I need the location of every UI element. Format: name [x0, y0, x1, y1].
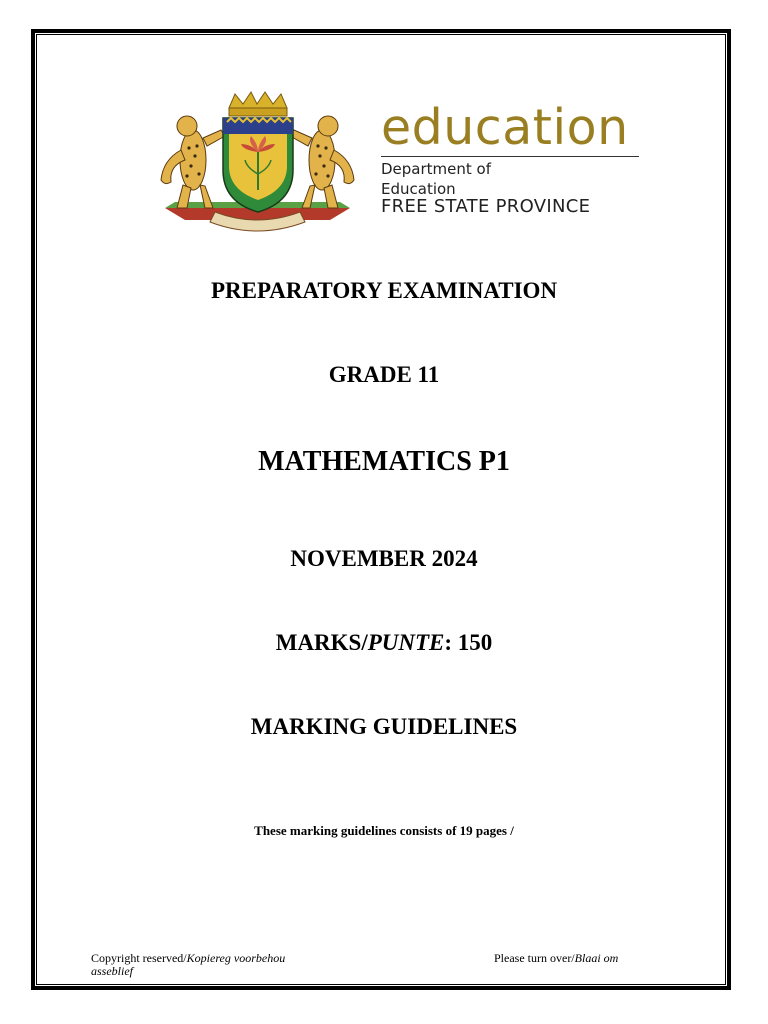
department-logo: [155, 90, 645, 240]
subject-title: MATHEMATICS P1: [258, 446, 510, 477]
logo-text: [381, 99, 645, 217]
exam-date: NOVEMBER 2024: [290, 546, 478, 571]
turn-over-text-italic: Blaai om: [574, 951, 619, 965]
footer-turn-over: [494, 952, 694, 965]
page-count-note: These marking guidelines consists of 19 pages /: [254, 823, 514, 838]
marks-label-italic: PUNTE: [367, 630, 445, 655]
logo-department-line2: Education: [381, 180, 456, 198]
copyright-text: Copyright reserved/: [91, 951, 187, 965]
grade-title: GRADE 11: [328, 362, 440, 387]
logo-province: FREE STATE PROVINCE: [381, 196, 591, 217]
marks-label: MARKS/: [275, 630, 368, 655]
logo-wordmark: education: [381, 99, 629, 156]
logo-department-line1: Department of: [381, 160, 491, 178]
exam-title: PREPARATORY EXAMINATION: [210, 278, 558, 303]
logo-divider: [381, 156, 639, 157]
document-type: MARKING GUIDELINES: [250, 714, 518, 739]
marks-line: [0, 630, 768, 656]
copyright-text-line2: asseblief: [91, 964, 133, 978]
copyright-text-italic: Kopiereg voorbehou: [186, 951, 286, 965]
footer-copyright: [91, 952, 331, 978]
coat-of-arms-icon: [155, 90, 360, 240]
marks-value: : 150: [444, 630, 493, 655]
turn-over-text: Please turn over/: [494, 951, 575, 965]
